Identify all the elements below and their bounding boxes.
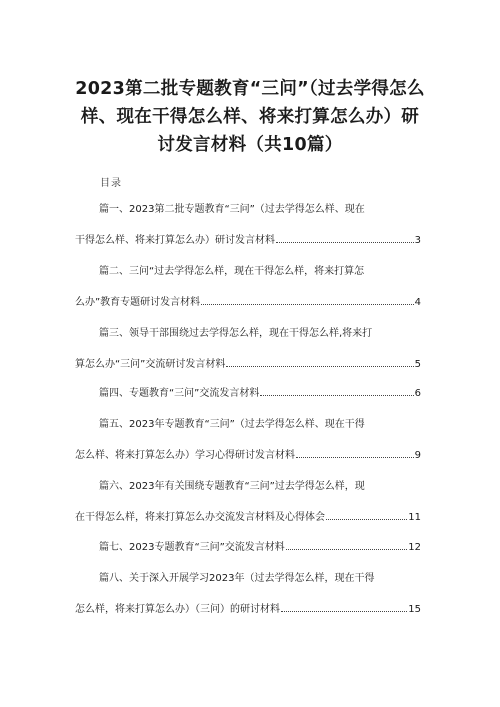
toc-entry-text: 篇二、三问“过去学得怎么样，现在干得怎么样，将来打算怎 — [99, 266, 365, 277]
toc-entry-text: 篇八、关于深入开展学习2023年（过去学得怎么样，现在干得 — [99, 573, 375, 584]
toc-entry-text: 篇六、2023年有关围绕专题教育“三问”过去学得怎么样，现 — [99, 481, 365, 492]
toc-page-number: 6 — [414, 388, 421, 399]
toc-leader-dots — [201, 304, 413, 305]
toc-entry-text: 算怎么办“三问”交流研讨发言材料 — [75, 359, 226, 370]
title-line-2: 样、现在干得怎么样、将来打算怎么办）研 — [80, 107, 420, 127]
toc-entry-text: 怎么样，将来打算怎么办）（三问）的研讨材料 — [75, 604, 280, 615]
toc-leader-dots — [260, 395, 413, 396]
toc-leader-dots — [281, 611, 407, 612]
toc-leader-dots — [296, 457, 414, 458]
toc-leader-dots — [226, 366, 413, 367]
toc-leader-dots — [286, 549, 407, 550]
toc-entry-text: 篇七、2023专题教育“三问”交流发言材料 — [99, 542, 285, 553]
title-line-3: 讨发言材料（共10篇） — [157, 135, 343, 155]
toc-heading: 目录 — [100, 178, 122, 189]
toc-entry-text: 怎么样、将来打算怎么办）学习心得研讨发言材料 — [75, 450, 295, 461]
toc-entry-text: 篇一、2023第二批专题教育“三问”（过去学得怎么样、现在 — [99, 204, 365, 215]
toc-page-number: 5 — [414, 359, 421, 370]
toc-page-number: 3 — [414, 235, 421, 246]
toc-page-number: 12 — [408, 542, 421, 553]
toc-page-number: 11 — [408, 512, 421, 523]
toc-entry-text: 篇四、专题教育“三问”交流发言材料 — [99, 388, 260, 399]
title-line-1: 2023第二批专题教育“三问”（过去学得怎么 — [75, 79, 425, 99]
toc-page-number: 15 — [408, 604, 421, 615]
toc-entry-text: 干得怎么样、将来打算怎么办）研讨发言材料 — [75, 235, 275, 246]
toc-page-number: 9 — [414, 450, 421, 461]
document-title — [40, 75, 460, 159]
toc-leader-dots — [276, 242, 414, 243]
toc-page-number: 4 — [414, 297, 421, 308]
toc-entry-text: 篇三、领导干部围绕过去学得怎么样，现在干得怎么样,将来打 — [99, 328, 373, 339]
toc-leader-dots — [326, 519, 407, 520]
toc-entry-text: 么办”教育专题研讨发言材料 — [75, 297, 201, 308]
toc-entry-text: 篇五、2023年专题教育“三问”（过去学得怎么样、现在干得 — [99, 419, 365, 430]
toc-entry-text: 在干得怎么样，将来打算怎么办交流发言材料及心得体会 — [75, 512, 325, 523]
